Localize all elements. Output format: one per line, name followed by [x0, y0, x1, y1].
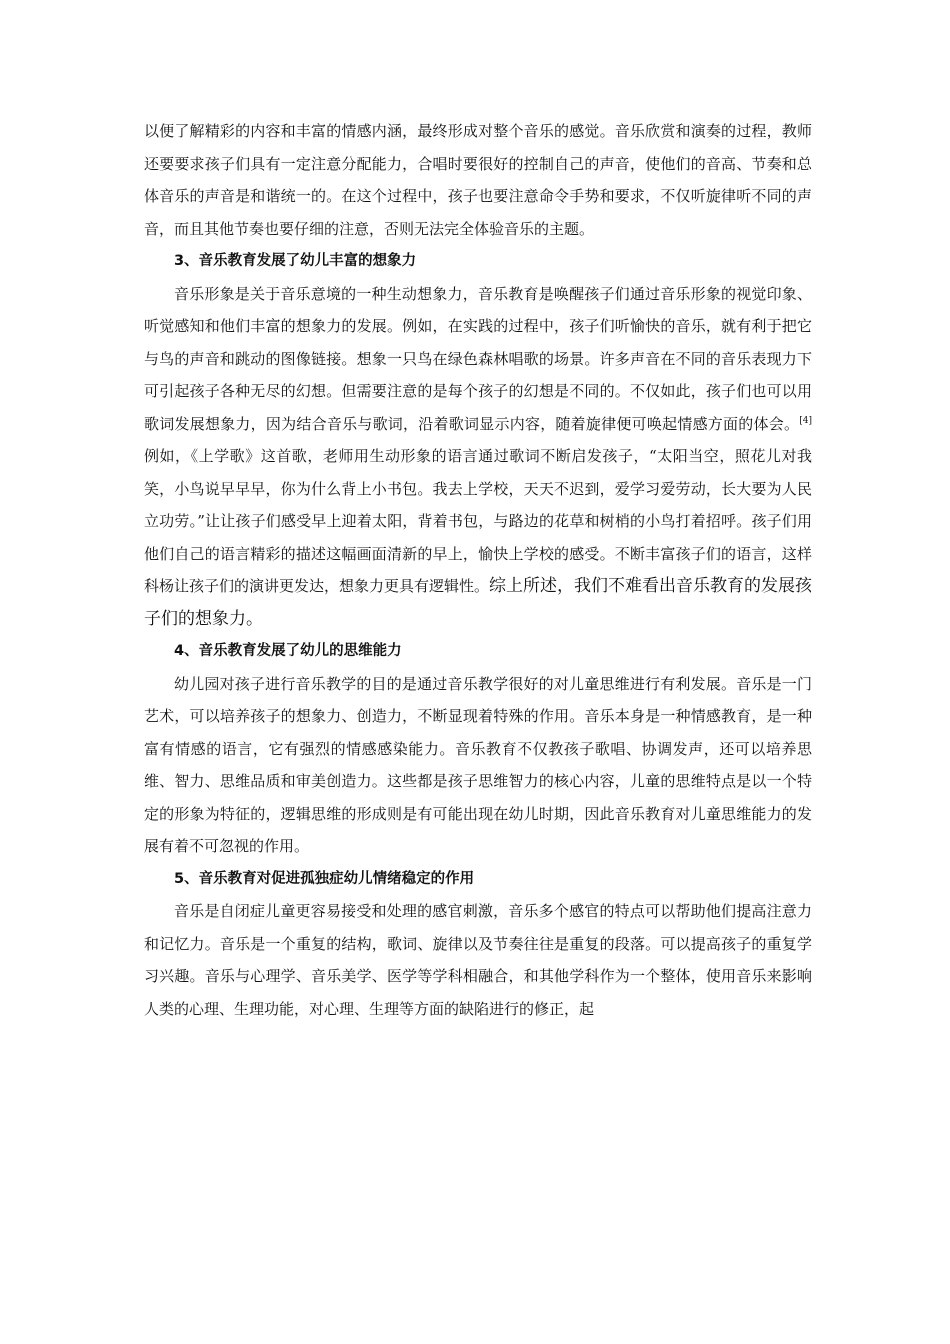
paragraph-text: 幼儿园对孩子进行音乐教学的目的是通过音乐教学很好的对儿童思维进行有利发展。音乐是一门艺术，可以培养孩子的想象力、创造力，不断显现着特殊的作用。音乐本身是一种情感教育，是一种富有情感的语言，它有强烈的情感感染能力。音乐教育不仅教孩子歌唱、协调发声，还可以培养思维、智力、思维品质和审美创造力。这些都是孩子思维智力的核心内容，儿童的思维特点是以一个特定的形象为特征的，逻辑思维的形成则是有可能出现在幼儿时期，因此音乐教育对儿童思维能力的发展有着不可忽视的作用。 — [144, 674, 812, 855]
paragraph-text-part-c: 综上所述，我们不难看出音乐教育的发展孩子们的想象力。 — [144, 576, 813, 629]
paragraph-text-part-b: 例如，《上学歌》这首歌，老师用生动形象的语言通过歌词不断启发孩子，“太阳当空，照花儿对我笑，小鸟说早早早，你为什么背上小书包。我去上学校，天天不迟到，爱学习爱劳动，长大要为人民立功劳。”让让孩子们感受早上迎着太阳，背着书包，与路边的花草和树梢的小鸟打着招呼。孩子们用他们自己的语言精彩的描述这幅画面清新的早上，愉快上学校的感受。不断丰富孩子们的语言，这样科杨让孩子们的演讲更发达，想象力更具有逻辑性。 — [144, 447, 812, 595]
paragraph-autism — [144, 895, 812, 1025]
paragraph-text: 以便了解精彩的内容和丰富的情感内涵，最终形成对整个音乐的感觉。音乐欣赏和演奏的过程，教师还要要求孩子们具有一定注意分配能力，合唱时要很好的控制自己的声音，使他们的音高、节奏和总体音乐的声音是和谐统一的。在这个过程中，孩子也要注意命令手势和要求，不仅听旋律听不同的声音，而且其他节奏也要仔细的注意，否则无法完全体验音乐的主题。 — [144, 122, 812, 238]
heading-text: 4、音乐教育发展了幼儿的思维能力 — [174, 643, 402, 659]
citation-marker: [4] — [799, 415, 812, 426]
heading-text: 3、音乐教育发展了幼儿丰富的想象力 — [174, 253, 417, 269]
paragraph-imagination — [144, 278, 812, 636]
paragraph-continued — [144, 115, 812, 245]
paragraph-thinking — [144, 668, 812, 863]
section-heading-5 — [144, 863, 812, 896]
paragraph-text: 音乐是自闭症儿童更容易接受和处理的感官刺激，音乐多个感官的特点可以帮助他们提高注意力和记忆力。音乐是一个重复的结构，歌词、旋律以及节奏往往是重复的段落。可以提高孩子的重复学习兴趣。音乐与心理学、音乐美学、医学等学科相融合，和其他学科作为一个整体，使用音乐来影响人类的心理、生理功能，对心理、生理等方面的缺陷进行的修正，起 — [144, 902, 812, 1018]
section-heading-3 — [144, 245, 812, 278]
heading-text: 5、音乐教育对促进孤独症幼儿情绪稳定的作用 — [174, 870, 475, 887]
document-body — [144, 115, 812, 1025]
section-heading-4 — [144, 635, 812, 668]
paragraph-text-part-a: 音乐形象是关于音乐意境的一种生动想象力，音乐教育是唤醒孩子们通过音乐形象的视觉印象、听觉感知和他们丰富的想象力的发展。例如，在实践的过程中，孩子们听愉快的音乐，就有利于把它与鸟的声音和跳动的图像链接。想象一只鸟在绿色森林唱歌的场景。许多声音在不同的音乐表现力下可引起孩子各种无尽的幻想。但需要注意的是每个孩子的幻想是不同的。不仅如此，孩子们也可以用歌词发展想象力，因为结合音乐与歌词，沿着歌词显示内容，随着旋律便可唤起情感方面的体会。 — [144, 284, 812, 433]
